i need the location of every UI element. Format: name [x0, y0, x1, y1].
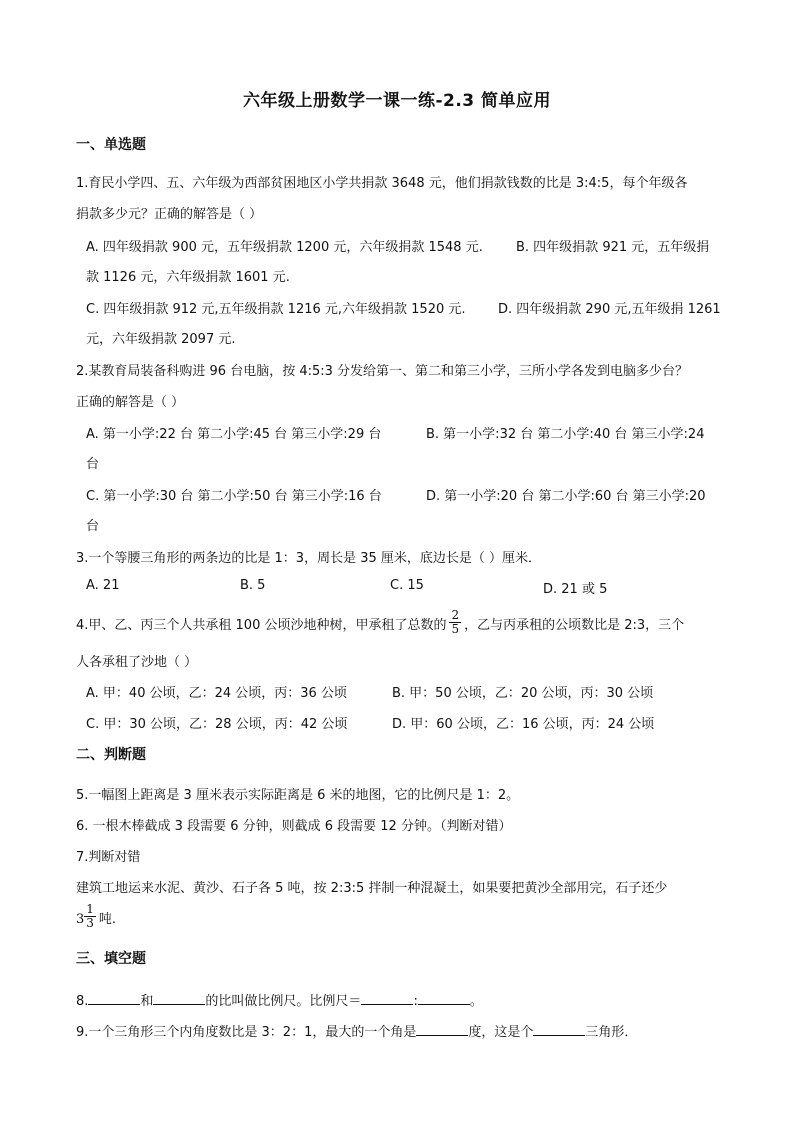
fraction-denominator: 5: [451, 622, 460, 636]
question-7-text: 建筑工地运来水泥、黄沙、石子各 5 吨，按 2:3:5 拌制一种混凝土，如果要把黄沙全部用完，石子还少: [76, 881, 668, 896]
question-4-option-c[interactable]: C. 甲：30 公顷，乙：28 公顷，丙：42 公顷: [86, 717, 348, 732]
question-5-text: 5.一幅图上距离是 3 厘米表示实际距离是 6 米的地图，它的比例尺是 1：2。: [76, 788, 520, 803]
question-2-option-d-cont: 台: [86, 519, 100, 534]
question-1-option-c[interactable]: C. 四年级捐款 912 元,五年级捐款 1216 元,六年级捐款 1520 元.: [86, 302, 466, 317]
question-2-option-b-cont: 台: [86, 457, 100, 472]
fraction-two-fifths: [449, 609, 461, 636]
question-8-number: 8.: [76, 994, 89, 1009]
fraction-numerator: 1: [86, 902, 94, 916]
question-1-option-d[interactable]: D. 四年级捐款 290 元,五年级捐 1261: [498, 302, 721, 317]
section-heading-single-choice: 一、单选题: [76, 137, 146, 153]
question-7-text-cont: [76, 902, 117, 933]
question-8-colon: :: [413, 994, 418, 1009]
question-8-end: 。: [469, 994, 483, 1009]
question-9-text: [76, 1021, 637, 1040]
question-3-option-d[interactable]: D. 21 或 5: [543, 582, 608, 597]
question-9-mid: 度，这是个: [468, 1025, 534, 1040]
question-1-option-b[interactable]: B. 四年级捐款 921 元，五年级捐: [516, 240, 710, 255]
question-3-option-a[interactable]: A. 21: [86, 578, 120, 593]
answer-blank[interactable]: [418, 990, 470, 1005]
question-2-option-a[interactable]: A. 第一小学:22 台 第二小学:45 台 第三小学:29 台: [86, 427, 382, 442]
question-9-pre: 9.一个三角形三个内角度数比是 3：2：1，最大的一个角是: [76, 1025, 417, 1040]
answer-blank[interactable]: [361, 990, 413, 1005]
question-7-label: 7.判断对错: [76, 850, 141, 865]
question-8-text: [76, 990, 483, 1009]
question-8-mid: 的比叫做比例尺。比例尺＝: [205, 994, 362, 1009]
question-4-option-d[interactable]: D. 甲：60 公顷，乙：16 公顷，丙：24 公顷: [392, 717, 655, 732]
question-2-text-cont: 正确的解答是（ ）: [76, 395, 185, 410]
question-9-end: 三角形．: [585, 1025, 638, 1040]
answer-blank[interactable]: [88, 990, 140, 1005]
section-heading-true-false: 二、判断题: [76, 747, 146, 763]
question-4-text-pre: 4.甲、乙、丙三个人共承租 100 公顷沙地种树，甲承租了总数的: [76, 618, 447, 633]
worksheet-title: 六年级上册数学一课一练-2.3 简单应用: [242, 91, 552, 111]
question-6-text: 6. 一根木棒截成 3 段需要 6 分钟，则截成 6 段需要 12 分钟。（判断对错）: [76, 819, 512, 834]
question-1-text-cont: 捐款多少元？正确的解答是（ ）: [76, 207, 263, 222]
question-2-option-b[interactable]: B. 第一小学:32 台 第二小学:40 台 第三小学:24: [426, 427, 705, 442]
question-3-option-c[interactable]: C. 15: [390, 578, 424, 593]
question-1-option-a[interactable]: A. 四年级捐款 900 元，五年级捐款 1200 元，六年级捐款 1548 元.: [86, 240, 483, 255]
question-1-option-d-cont: 元，六年级捐款 2097 元.: [86, 332, 236, 347]
question-3-text: 3.一个等腰三角形的两条边的比是 1：3，周长是 35 厘米，底边长是（ ）厘米．: [76, 551, 542, 566]
question-3-option-b[interactable]: B. 5: [240, 578, 266, 593]
question-2-option-d[interactable]: D. 第一小学:20 台 第二小学:60 台 第三小学:20: [426, 489, 706, 504]
fraction-one-third: [84, 903, 96, 930]
question-4-option-b[interactable]: B. 甲：50 公顷，乙：20 公顷，丙：30 公顷: [392, 686, 654, 701]
question-4-text: [76, 608, 685, 639]
question-2-option-c[interactable]: C. 第一小学:30 台 第二小学:50 台 第三小学:16 台: [86, 489, 382, 504]
question-1-text: 1.育民小学四、五、六年级为西部贫困地区小学共捐款 3648 元，他们捐款钱数的比是 3:4:5，每个年级各: [76, 176, 688, 191]
question-4-text-post: ，乙与丙承租的公顷数比是 2:3，三个: [464, 618, 685, 633]
question-4-text-cont: 人各承租了沙地（ ）: [76, 655, 198, 670]
answer-blank[interactable]: [153, 990, 205, 1005]
question-8-and: 和: [140, 994, 154, 1009]
question-2-text: 2.某教育局装备科购进 96 台电脑，按 4:5:3 分发给第一、第二和第三小学，三所小学各发到电脑多少台？: [76, 364, 689, 379]
fraction-denominator: 3: [86, 916, 94, 930]
mixed-number-whole: 3: [76, 912, 85, 927]
question-4-option-a[interactable]: A. 甲：40 公顷，乙：24 公顷，丙：36 公顷: [86, 686, 347, 701]
question-1-option-b-cont: 款 1126 元，六年级捐款 1601 元.: [86, 270, 290, 285]
answer-blank[interactable]: [533, 1021, 585, 1036]
fraction-numerator: 2: [451, 608, 460, 622]
answer-blank[interactable]: [416, 1021, 468, 1036]
section-heading-fill-blank: 三、填空题: [76, 951, 146, 967]
question-7-unit: 吨.: [98, 912, 117, 927]
